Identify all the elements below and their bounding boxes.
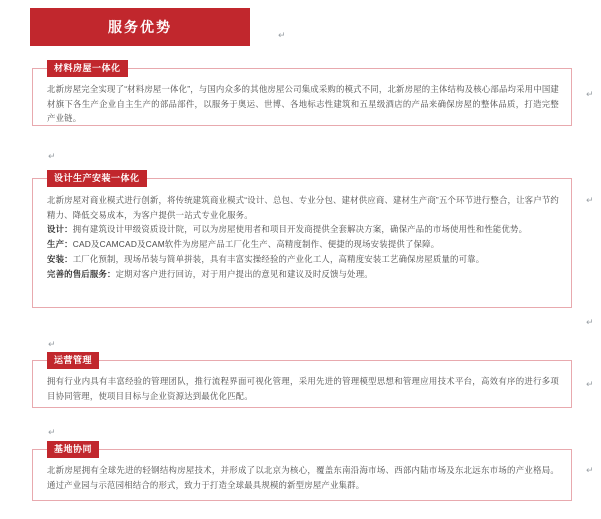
- paragraph: 北新房屋完全实现了“材料房屋一体化”，与国内众多的其他房屋公司集成采购的模式不同，北新房屋的主体结构及核心部品均采用中国建材旗下各生产企业自主生产的部品部件，以服务于奥运、世博、各地标志性建筑和五星级酒店的产品来确保房屋的整体品质，打造完整产业链。: [47, 84, 559, 124]
- paragraph-mark-8: ↵: [586, 465, 594, 475]
- paragraph-mark-1: ↵: [586, 89, 594, 99]
- paragraph: 北新房屋对商业模式进行创新，将传统建筑商业模式“设计、总包、专业分包、建材供应商、建材生产商”五个环节进行整合，让客户节约精力、降低交易成本，为客户提供一站式专业化服务。: [47, 195, 559, 220]
- paragraph-design: 设计：拥有建筑设计甲级资质设计院，可以为房屋使用者和项目开发商提供全套解决方案，确保产品的市场使用性和性能优势。: [47, 224, 528, 235]
- paragraph-label: 生产：: [47, 239, 73, 250]
- section-legend-2: 设计生产安装一体化: [47, 170, 147, 187]
- section-operation-management: [32, 355, 572, 408]
- paragraph-production: 生产：CAD及CAMCAD及CAM软件为房屋产品工厂化生产、高精度制作、便捷的现场安装提供了保障。: [47, 239, 440, 250]
- section-body-2: [33, 179, 571, 291]
- paragraph-mark-2: ↵: [48, 151, 56, 161]
- section-body-4: [33, 450, 571, 502]
- paragraph: 北新房屋拥有全球先进的轻钢结构房屋技术，并形成了以北京为核心，覆盖东南沿海市场、西部内陆市场及东北远东市场的产业格局。通过产业园与示范园相结合的形式，致力于打造全球最具规模的新型房屋产业集群。: [47, 465, 559, 490]
- paragraph-mark-4: ↵: [586, 317, 594, 327]
- paragraph-label: 设计：: [47, 224, 73, 235]
- section-base-collaboration: [32, 444, 572, 501]
- page-title: 服务优势: [108, 19, 172, 35]
- paragraph-label: 完善的售后服务：: [47, 268, 116, 279]
- paragraph-label: 安装：: [47, 253, 73, 264]
- section-material-integration: [32, 63, 572, 126]
- section-legend-1: 材料房屋一体化: [47, 60, 128, 77]
- paragraph-after-sales: 完善的售后服务：定期对客户进行回访，对于用户提出的意见和建议及时反馈与处理。: [47, 268, 373, 279]
- paragraph-installation: 安装：工厂化预制，现场吊装与简单拼装，具有丰富实操经验的产业化工人，高精度安装工艺确保房屋质量的可靠。: [47, 253, 485, 264]
- paragraph-mark-5: ↵: [48, 339, 56, 349]
- banner-row: [30, 8, 570, 46]
- section-legend-4: 基地协同: [47, 441, 99, 458]
- paragraph-mark-7: ↵: [48, 427, 56, 437]
- section-design-production-installation: [32, 173, 572, 308]
- paragraph-mark-6: ↵: [586, 379, 594, 389]
- section-body-3: [33, 361, 571, 413]
- paragraph-mark-3: ↵: [586, 195, 594, 205]
- section-body-1: [33, 69, 571, 136]
- section-legend-3: 运营管理: [47, 352, 99, 369]
- paragraph: 拥有行业内具有丰富经验的管理团队，推行流程界面可视化管理，采用先进的管理模型思想和管理应用技术平台，高效有序的进行多项目协同管理，使项目目标与企业资源达到最优化匹配。: [47, 376, 559, 401]
- paragraph-mark-banner: ↵: [278, 30, 286, 40]
- page-title-banner: [30, 8, 250, 46]
